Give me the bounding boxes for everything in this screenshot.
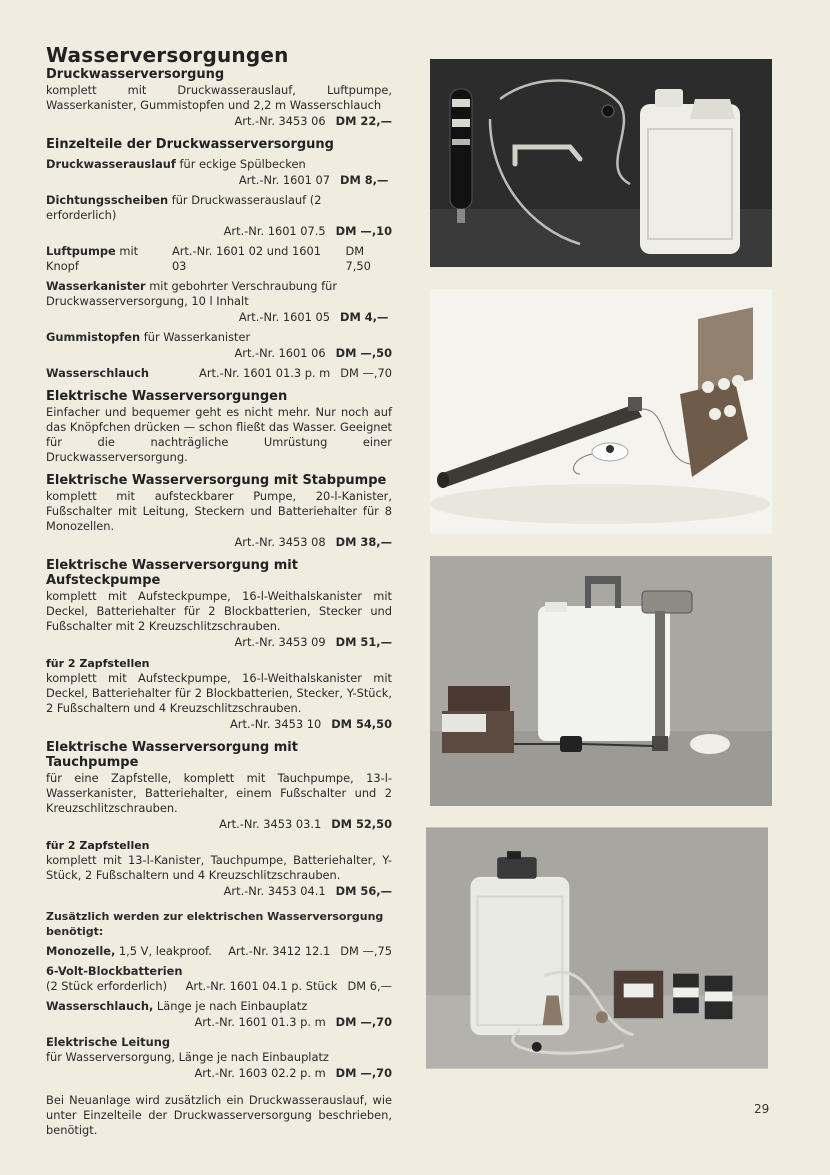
aufsteck-sub-price: DM 54,50: [331, 717, 392, 731]
item-art: Art.-Nr. 1601 01.3 p. m: [199, 366, 331, 380]
aufsteck-sub-heading: für 2 Zapfstellen: [46, 657, 150, 670]
item-art: Art.-Nr. 1601 05: [238, 310, 330, 324]
aufsteck-art: Art.-Nr. 3453 09: [234, 635, 326, 649]
stabpumpe-desc: komplett mit aufsteckbarer Pumpe, 20-l-Kanister, Fußschalter mit Leitung, Steckern und Batteriehalter für 8 Monozellen.: [46, 489, 392, 533]
block-name: 6-Volt-Blockbatterien: [46, 964, 183, 978]
mono-name: Monozelle,: [46, 944, 116, 958]
block-art: Art.-Nr. 1601 04.1 p. Stück: [185, 979, 338, 993]
item-text: für Druckwasserauslauf (2 erforderlich): [46, 193, 322, 222]
kanister-figure: [640, 89, 740, 254]
closing-note: Bei Neuanlage wird zusätzlich ein Druckwasserauslauf, wie unter Einzelteile der Druckwasserversorgung beschrieben, benötigt.: [46, 1093, 392, 1137]
leitung-text: für Wasserversorgung, Länge je nach Einbauplatz: [46, 1050, 329, 1064]
item-price: DM —,70: [340, 366, 392, 380]
item-text: für eckige Spülbecken: [175, 157, 306, 171]
aufsteck-desc: komplett mit Aufsteckpumpe, 16-l-Weithalskanister mit Deckel, Batteriehalter für 2 Blockbatterien, Stecker und Fußschalter mit 2 Kreuzschlitzschrauben.: [46, 589, 392, 633]
tauch-sub-price-row: [44, 884, 392, 899]
item-price: DM 8,—: [340, 173, 389, 187]
stabpumpe-heading: Elektrische Wasserversorgung mit Stabpumpe: [46, 473, 387, 488]
list-item: [46, 244, 392, 274]
photo-aufsteckpumpe: [430, 556, 772, 806]
mono-text: 1,5 V, leakproof.: [115, 944, 212, 958]
schlauch-name: Wasserschlauch,: [46, 999, 154, 1013]
mono-price: DM —,75: [340, 944, 392, 958]
y-stueck-figure: [532, 1042, 542, 1052]
stabpumpe-price: DM 38,—: [335, 535, 392, 549]
aufsteck-sub-art: Art.-Nr. 3453 10: [230, 717, 322, 731]
list-item: [46, 330, 392, 361]
photo-stabpumpe: [430, 289, 772, 534]
tauch-art: Art.-Nr. 3453 03.1: [219, 817, 322, 831]
tauch-heading: Elektrische Wasserversorgung mit Tauchpumpe: [46, 740, 298, 770]
stopfen-figure: [602, 105, 614, 117]
page-number: 29: [754, 1102, 770, 1116]
aufsteck-sub-price-row: [44, 717, 392, 732]
item-price: DM 4,—: [340, 310, 389, 324]
item-text: mit gebohrter Verschraubung für Druckwasserversorgung, 10 l Inhalt: [46, 279, 338, 308]
item-name: Wasserkanister: [46, 279, 146, 293]
fussschalter-3-figure: [596, 1011, 608, 1023]
tauch-price: DM 52,50: [331, 817, 392, 831]
druck-heading: Druckwasserversorgung: [46, 67, 225, 82]
list-item: [46, 366, 392, 381]
photo-druckwasserversorgung: [430, 59, 772, 267]
item-price: DM —,10: [335, 224, 392, 238]
einzelteile-list: [44, 157, 392, 381]
tauch-sub-heading: für 2 Zapfstellen: [46, 839, 150, 852]
tauch-sub-price: DM 56,—: [335, 884, 392, 898]
schlauch-item: [46, 999, 392, 1030]
aufsteck-heading: Elektrische Wasserversorgung mit Aufsteckpumpe: [46, 558, 298, 588]
tauch-price-row: [44, 817, 392, 832]
item-art: Art.-Nr. 1601 02 und 1601 03: [171, 244, 322, 273]
batteriehalter-3-figure: [614, 971, 663, 1018]
item-name: Gummistopfen: [46, 330, 141, 344]
block-item: [46, 964, 392, 994]
luftpumpe-figure: [450, 89, 472, 223]
item-name: Dichtungsscheiben: [46, 193, 169, 207]
leitung-price: DM —,70: [335, 1066, 392, 1080]
aufsteck-price-row: [44, 635, 392, 650]
druck-price-row: [44, 114, 392, 129]
druck-desc: komplett mit Druckwasserauslauf, Luftpumpe, Wasserkanister, Gummistopfen und 2,2 m Wasserschlauch: [46, 83, 392, 112]
item-price: DM —,50: [335, 346, 392, 360]
item-name: Luftpumpe: [46, 244, 116, 258]
tauch-sub-art: Art.-Nr. 3453 04.1: [223, 884, 326, 898]
list-item: [46, 157, 392, 188]
schlauch-text: Länge je nach Einbauplatz: [153, 999, 308, 1013]
stabpumpe-price-row: [44, 535, 392, 550]
item-text: mit Knopf: [46, 244, 139, 273]
item-art: Art.-Nr. 1601 07: [238, 173, 330, 187]
stabpumpe-art: Art.-Nr. 3453 08: [234, 535, 326, 549]
batteriehalter-2-figure: [442, 686, 514, 753]
list-item: [46, 193, 392, 239]
tauch-desc: für eine Zapfstelle, komplett mit Tauchpumpe, 13-l-Wasserkanister, Batteriehalter, einem Fußschalter und 2 Kreuzschlitzschrauben.: [46, 771, 392, 815]
block-text: (2 Stück erforderlich): [46, 979, 168, 993]
einzelteile-heading: Einzelteile der Druckwasserversorgung: [46, 137, 334, 152]
item-art: Art.-Nr. 1601 07.5: [223, 224, 326, 238]
item-price: DM 7,50: [345, 244, 371, 273]
mono-row: [46, 944, 392, 959]
text-column: [44, 43, 392, 1138]
elektrisch-heading: Elektrische Wasserversorgungen: [46, 389, 288, 404]
druck-art: Art.-Nr. 3453 06: [234, 114, 326, 128]
item-text: für Wasserkanister: [140, 330, 251, 344]
item-art: Art.-Nr. 1601 06: [234, 346, 326, 360]
block-price: DM 6,—: [347, 979, 392, 993]
item-name: Druckwasserauslauf: [46, 157, 176, 171]
druck-price: DM 22,—: [335, 114, 392, 128]
item-name: Wasserschlauch: [46, 366, 149, 380]
zusaetzlich-note: Zusätzlich werden zur elektrischen Wasserversorgung benötigt:: [46, 910, 384, 938]
list-item: [46, 279, 392, 325]
page-title: Wasserversorgungen: [46, 43, 289, 67]
schlauch-price: DM —,70: [335, 1015, 392, 1029]
aufsteck-price: DM 51,—: [335, 635, 392, 649]
deckel-figure: [690, 734, 730, 754]
leitung-name: Elektrische Leitung: [46, 1035, 170, 1049]
mono-art: Art.-Nr. 3412 12.1: [228, 944, 331, 958]
tauch-sub-desc: komplett mit 13-l-Kanister, Tauchpumpe, Batteriehalter, Y-Stück, 2 Fußschaltern und 4 Kreuzschlitzschrauben.: [46, 853, 392, 882]
schlauch-art: Art.-Nr. 1601 01.3 p. m: [194, 1015, 326, 1029]
leitung-art: Art.-Nr. 1603 02.2 p. m: [194, 1066, 326, 1080]
leitung-item: [46, 1035, 392, 1081]
elektrisch-desc: Einfacher und bequemer geht es nicht mehr. Nur noch auf das Knöpfchen drücken — schon fließt das Wasser. Geeignet für die nachträgliche Umrüstung einer Druckwasserversorgung.: [46, 405, 392, 464]
aufsteck-sub-desc: komplett mit Aufsteckpumpe, 16-l-Weithalskanister mit Deckel, Batteriehalter für 2 Blockbatterien, Stecker, Y-Stück, 2 Fußschaltern und 4 Kreuzschlitzschrauben.: [46, 671, 392, 715]
photo-tauchpumpe: [426, 826, 768, 1070]
